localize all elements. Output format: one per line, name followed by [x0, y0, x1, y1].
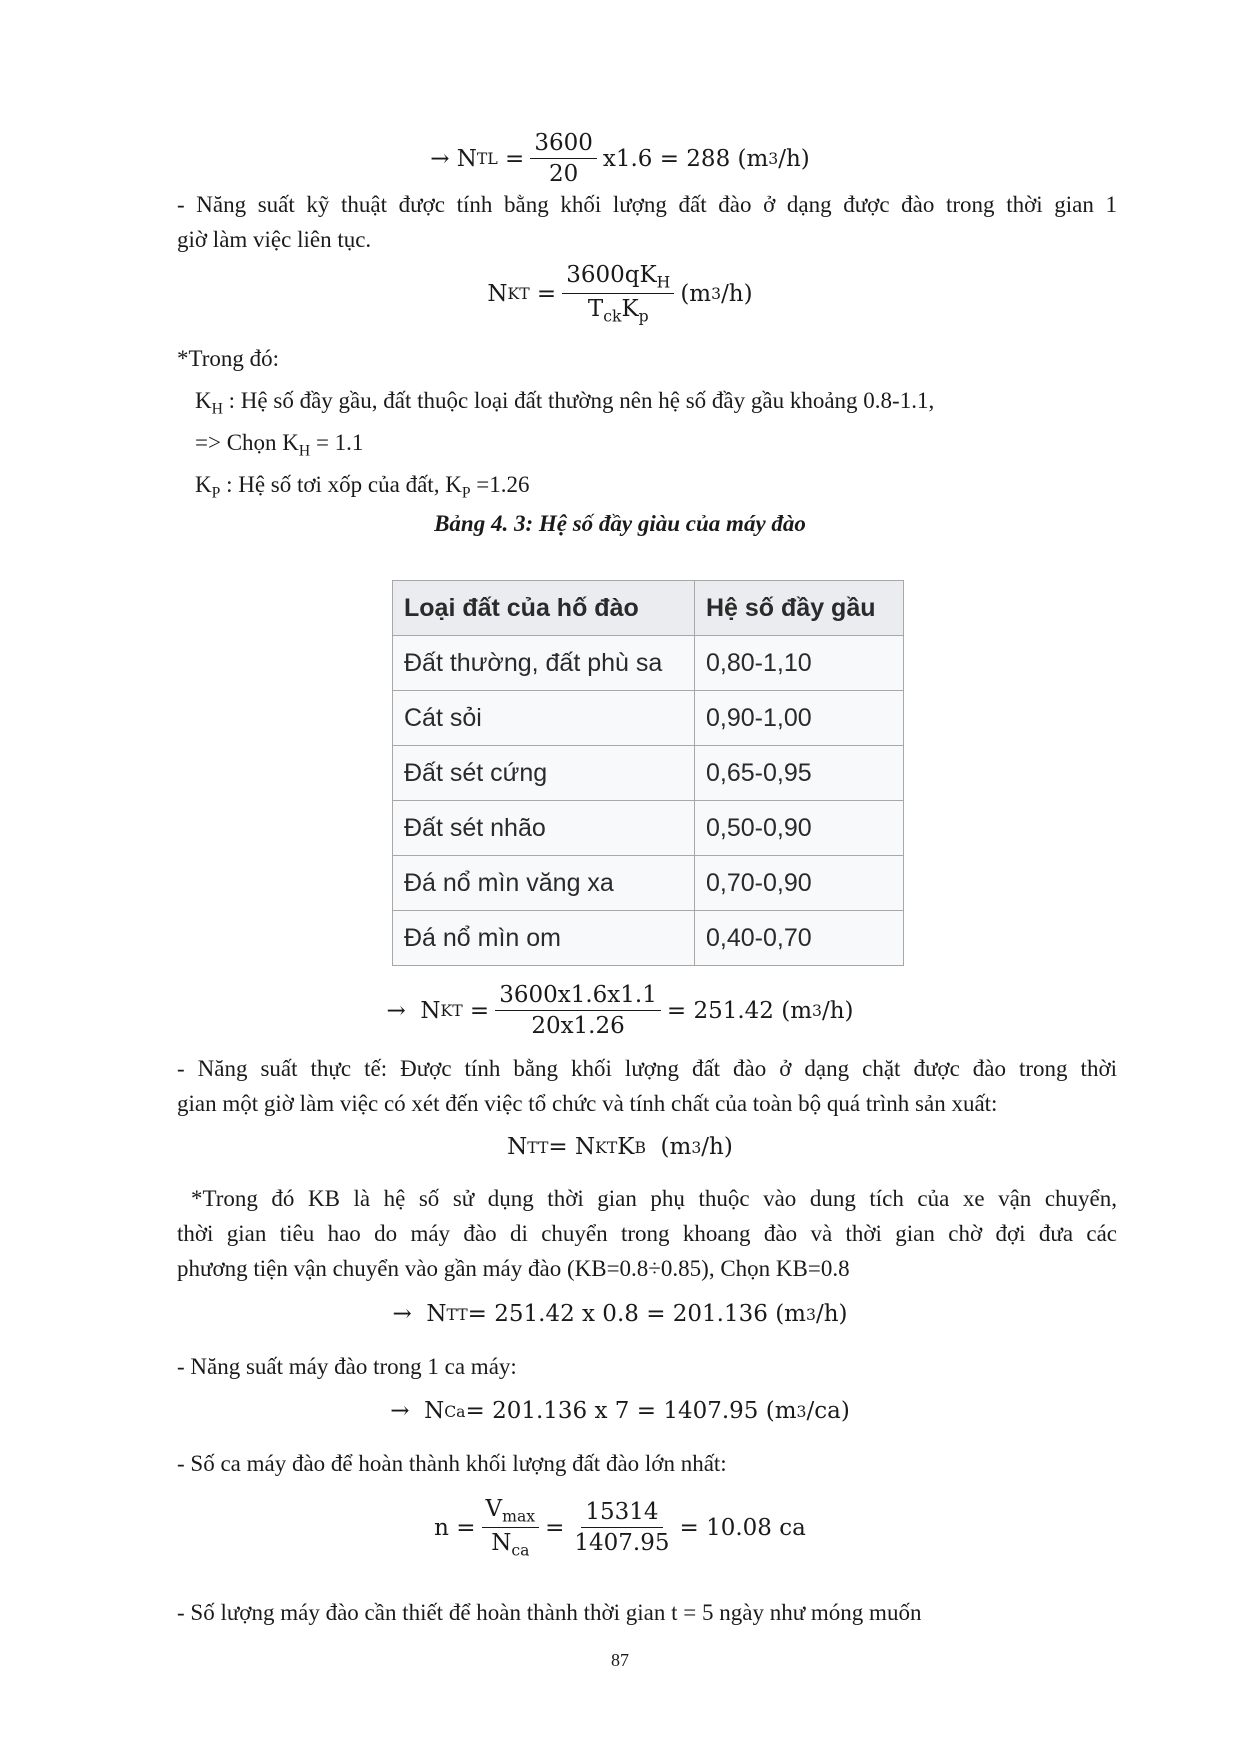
table-cell: 0,50-0,90: [695, 801, 904, 856]
table-cell: Đá nổ mìn om: [393, 911, 695, 966]
table-header-row: [393, 581, 904, 636]
page-number: 87: [611, 1650, 629, 1670]
equation-nkt: N KT = $\frac{3600qK_H}{T_{ck}K_p}$ (m 3 /h): [487, 262, 753, 326]
equation-ntt: N TT = N KT K B (m 3 /h): [507, 1134, 733, 1160]
table-cell: Đá nổ mìn văng xa: [393, 856, 695, 911]
table-cell: 0,65-0,95: [695, 746, 904, 801]
table-row: [393, 691, 904, 746]
trong-do-label: *Trong đó:: [177, 346, 280, 371]
table-cell: 0,80-1,10: [695, 636, 904, 691]
table-cell: Đất sét nhão: [393, 801, 695, 856]
table-row: [393, 856, 904, 911]
paragraph-kb-line1: *Trong đó KB là hệ số sử dụng thời gian phụ thuộc vào dung tích của xe vận chuyển,: [191, 1186, 1117, 1211]
equation-ntl: → N TL = $\frac{3600}{20}$ x1.6 = 288 (m 3 /h): [430, 130, 810, 188]
equation-nca: → N Ca = 201.136 x 7 = 1407.95 (m 3 /ca): [390, 1398, 850, 1424]
fraction: $\frac{3600x1.6x1.1}{20x1.26}$: [495, 982, 661, 1040]
equation-n: n = $\frac{V_{max}}{N_{ca}}$ = $\frac{15314}{1407.95}$ = 10.08 ca: [434, 1496, 806, 1560]
paragraph-thuc-te-line1: - Năng suất thực tế: Được tính bằng khối lượng đất đào ở dạng chặt được đào trong thời: [177, 1056, 1117, 1081]
paragraph-ca-may: - Năng suất máy đào trong 1 ca máy:: [177, 1354, 517, 1379]
table-cell: Đất sét cứng: [393, 746, 695, 801]
kh-definition: $K_H$ : Hệ số đầy gầu, đất thuộc loại đất thường nên hệ số đầy gầu khoảng 0.8-1.1,: [195, 388, 935, 418]
kh-choose: => Chọn $K_H = 1.1$: [195, 430, 364, 460]
paragraph-so-ca: - Số ca máy đào để hoàn thành khối lượng đất đào lớn nhất:: [177, 1451, 727, 1476]
fraction: $\frac{3600}{20}$: [530, 130, 597, 188]
table-row: [393, 911, 904, 966]
paragraph-so-luong: - Số lượng máy đào cần thiết để hoàn thành thời gian t = 5 ngày như móng muốn: [177, 1600, 922, 1625]
column-header: Loại đất của hố đào: [393, 581, 695, 636]
column-header: Hệ số đầy gầu: [695, 581, 904, 636]
paragraph-thuc-te-line2: gian một giờ làm việc có xét đến việc tổ chức và tính chất của toàn bộ quá trình sản xuất:: [177, 1091, 998, 1116]
paragraph-ky-thuat-line1: - Năng suất kỹ thuật được tính bằng khối lượng đất đào ở dạng được đào trong thời gian 1: [177, 192, 1117, 217]
table-caption: Bảng 4. 3: Hệ số đầy giàu của máy đào: [434, 511, 806, 536]
table-row: [393, 746, 904, 801]
kp-definition: $K_P$ : Hệ số tơi xốp của đất, $K_P =1.26$: [195, 472, 530, 502]
equation-ntt-value: → N TT = 251.42 x 0.8 = 201.136 (m 3 /h): [392, 1301, 848, 1327]
bucket-coefficient-table: [392, 580, 904, 966]
table-row: [393, 801, 904, 856]
table-cell: 0,90-1,00: [695, 691, 904, 746]
fraction: $\frac{15314}{1407.95}$: [574, 1499, 670, 1557]
paragraph-kb-line2: thời gian tiêu hao do máy đào di chuyển trong khoang đào và thời gian chờ đợi đưa các: [177, 1221, 1117, 1246]
table-cell: 0,40-0,70: [695, 911, 904, 966]
table-cell: Cát sỏi: [393, 691, 695, 746]
table-cell: 0,70-0,90: [695, 856, 904, 911]
table-row: [393, 636, 904, 691]
fraction: $\frac{3600qK_H}{T_{ck}K_p}$: [562, 262, 674, 326]
paragraph-ky-thuat-line2: giờ làm việc liên tục.: [177, 227, 372, 252]
fraction: $\frac{V_{max}}{N_{ca}}$: [482, 1496, 540, 1560]
paragraph-kb-line3: phương tiện vận chuyển vào gần máy đào (KB=0.8÷0.85), Chọn KB=0.8: [177, 1256, 850, 1281]
equation-nkt-value: → N KT = $\frac{3600x1.6x1.1}{20x1.26}$ = 251.42 (m 3 /h): [386, 982, 854, 1040]
table-cell: Đất thường, đất phù sa: [393, 636, 695, 691]
